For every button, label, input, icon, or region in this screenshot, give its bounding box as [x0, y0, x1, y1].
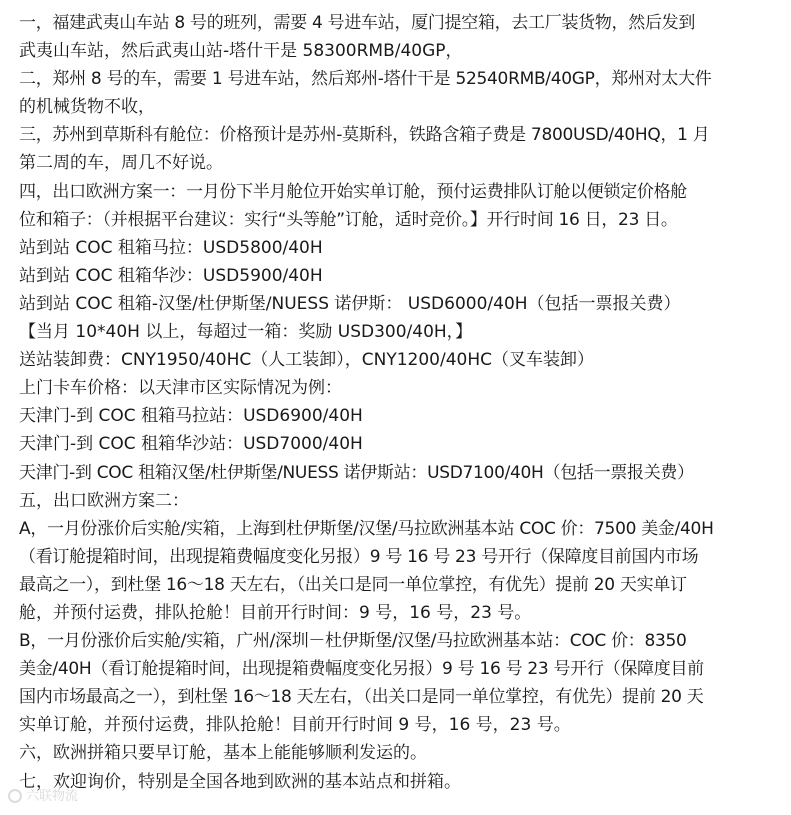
text-line: 站到站 COC 租箱马拉：USD5800/40H — [19, 237, 323, 258]
text-line: 国内市场最高之一），到杜堡 16～18 天左右，（出关口是同一单位掌控，有优先）提前 20 天 — [19, 687, 704, 708]
text-line: B，一月份涨价后实舱/实箱，广州/深圳－杜伊斯堡/汉堡/马拉欧洲基本站：COC 价：8350 — [19, 631, 687, 652]
text-line: 舱，并预付运费，排队抢舱！目前开行时间：9 号，16 号，23 号。 — [19, 602, 532, 623]
text-line: 天津门-到 COC 租箱华沙站：USD7000/40H — [19, 434, 363, 455]
text-line: 站到站 COC 租箱-汉堡/杜伊斯堡/NUESS 诺伊斯： USD6000/40H（包括一票报关费） — [19, 293, 681, 314]
watermark-logo-icon — [8, 789, 22, 803]
watermark-text: 六联物流 — [26, 789, 79, 804]
text-line: 位和箱子：（并根据平台建议：实行“头等舱”订舱，适时竞价。】开行时间 16 日，23 日。 — [19, 209, 678, 230]
text-line: 上门卡车价格：以天津市区实际情况为例： — [19, 378, 342, 399]
text-line: 天津门-到 COC 租箱马拉站：USD6900/40H — [19, 406, 363, 427]
text-line: 的机械货物不收， — [19, 97, 155, 118]
text-line: A，一月份涨价后实舱/实箱，上海到杜伊斯堡/汉堡/马拉欧洲基本站 COC 价：7500 美金/40H — [19, 518, 714, 539]
text-line: 天津门-到 COC 租箱汉堡/杜伊斯堡/NUESS 诺伊斯站：USD7100/40H（包括一票报关费） — [19, 462, 694, 483]
text-line: 四，出口欧洲方案一：一月份下半月舱位开始实单订舱，预付运费排队订舱以便锁定价格舱 — [19, 181, 687, 202]
text-line: 站到站 COC 租箱华沙：USD5900/40H — [19, 265, 323, 286]
text-line: 六，欧洲拼箱只要早订舱，基本上能能够顺利发运的。 — [19, 743, 427, 764]
text-line: 武夷山车站，然后武夷山站-塔什干是 58300RMB/40GP， — [19, 41, 463, 62]
text-line: 五，出口欧洲方案二： — [19, 490, 189, 511]
text-line: 二，郑州 8 号的车，需要 1 号进车站，然后郑州-塔什干是 52540RMB/40GP，郑州对太大件 — [19, 69, 712, 90]
text-line: 第二周的车，周几不好说。 — [19, 153, 223, 174]
text-line: 【当月 10*40H 以上，每超过一箱：奖励 USD300/40H，】 — [19, 322, 473, 343]
document-body — [19, 9, 775, 796]
watermark — [8, 788, 78, 806]
text-line: （看订舱提箱时间，出现提箱费幅度变化另报）9 号 16 号 23 号开行（保障度目前国内市场 — [19, 546, 699, 567]
text-line: 三，苏州到草斯科有舱位：价格预计是苏州-莫斯科，铁路含箱子费是 7800USD/40HQ，1 月 — [19, 125, 710, 146]
text-line: 美金/40H（看订舱提箱时间，出现提箱费幅度变化另报）9 号 16 号 23 号开行（保障度目前 — [19, 659, 704, 680]
text-line: 送站装卸费：CNY1950/40HC（人工装卸），CNY1200/40HC（叉车装卸） — [19, 350, 594, 371]
text-line: 最高之一），到杜堡 16～18 天左右，（出关口是同一单位掌控，有优先）提前 20 天实单订 — [19, 574, 687, 595]
text-line: 实单订舱，并预付运费，排队抢舱！目前开行时间 9 号，16 号，23 号。 — [19, 715, 571, 736]
text-line: 七，欢迎询价，特别是全国各地到欧洲的基本站点和拼箱。 — [19, 771, 461, 792]
text-line: 一，福建武夷山车站 8 号的班列，需要 4 号进车站，厦门提空箱，去工厂装货物，然后发到 — [19, 13, 696, 33]
